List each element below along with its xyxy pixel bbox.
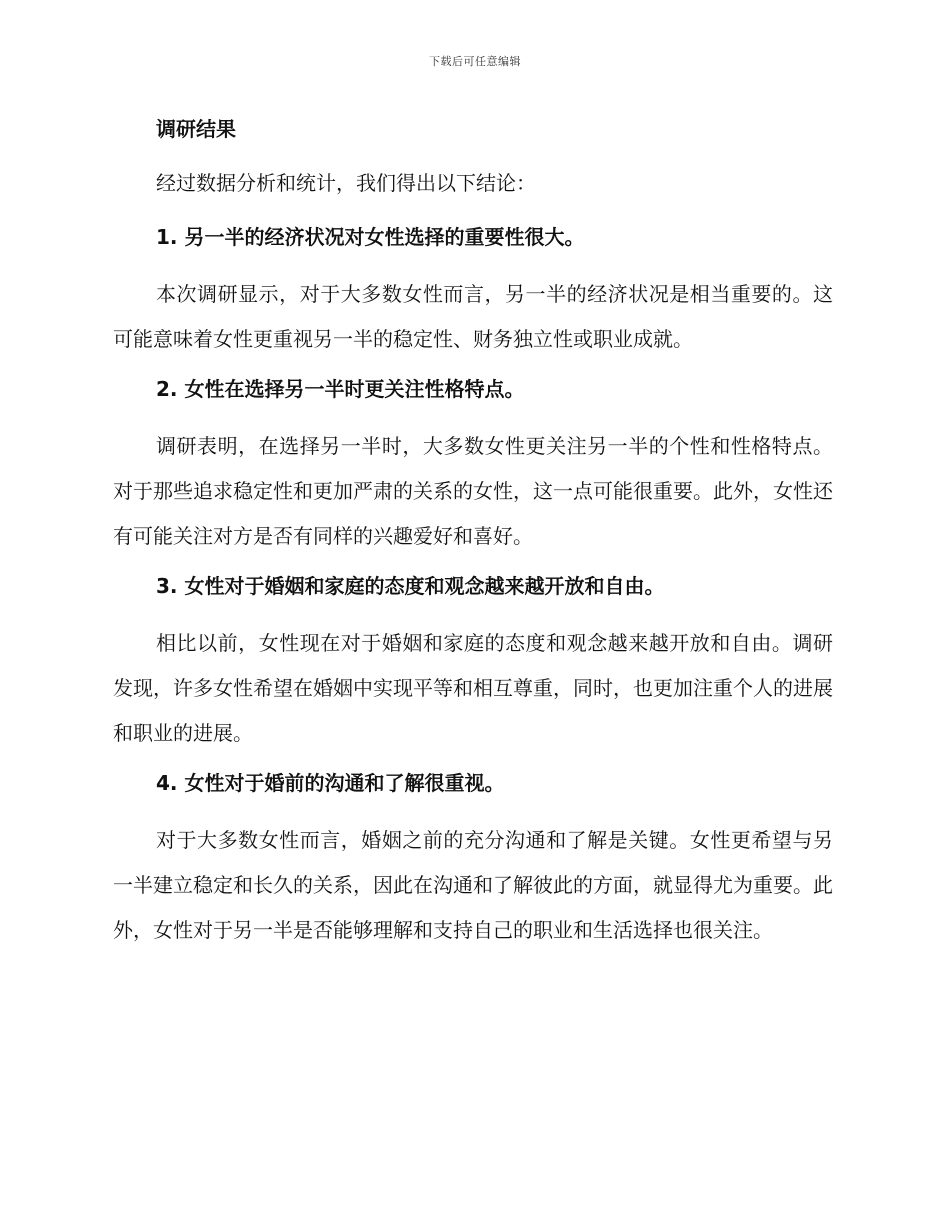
document-body: [113, 110, 833, 965]
page-header-note: 下载后可任意编辑: [429, 55, 521, 68]
finding-body-2: 调研表明，在选择另一半时，大多数女性更关注另一半的个性和性格特点。对于那些追求稳定性和更加严肃的关系的女性，这一点可能很重要。此外，女性还有可能关注对方是否有同样的兴趣爱好和喜好。: [113, 434, 833, 548]
section-title: 调研结果: [156, 117, 236, 141]
finding-body-4: 对于大多数女性而言，婚姻之前的充分沟通和了解是关键。女性更希望与另一半建立稳定和长久的关系，因此在沟通和了解彼此的方面，就显得尤为重要。此外，女性对于另一半是否能够理解和支持自己的职业和生活选择也很关注。: [113, 828, 833, 942]
finding-body-3: 相比以前，女性现在对于婚姻和家庭的态度和观念越来越开放和自由。调研发现，许多女性希望在婚姻中实现平等和相互尊重，同时，也更加注重个人的进展和职业的进展。: [113, 631, 833, 745]
finding-heading-2: 2. 女性在选择另一半时更关注性格特点。: [156, 377, 525, 401]
finding-heading-4: 4. 女性对于婚前的沟通和了解很重视。: [156, 771, 505, 795]
intro-paragraph: 经过数据分析和统计，我们得出以下结论：: [156, 171, 536, 195]
finding-body-1: 本次调研显示，对于大多数女性而言，另一半的经济状况是相当重要的。这可能意味着女性更重视另一半的稳定性、财务独立性或职业成就。: [113, 282, 833, 351]
finding-heading-3: 3. 女性对于婚姻和家庭的态度和观念越来越开放和自由。: [156, 574, 665, 598]
finding-heading-1: 1. 另一半的经济状况对女性选择的重要性很大。: [156, 225, 585, 249]
